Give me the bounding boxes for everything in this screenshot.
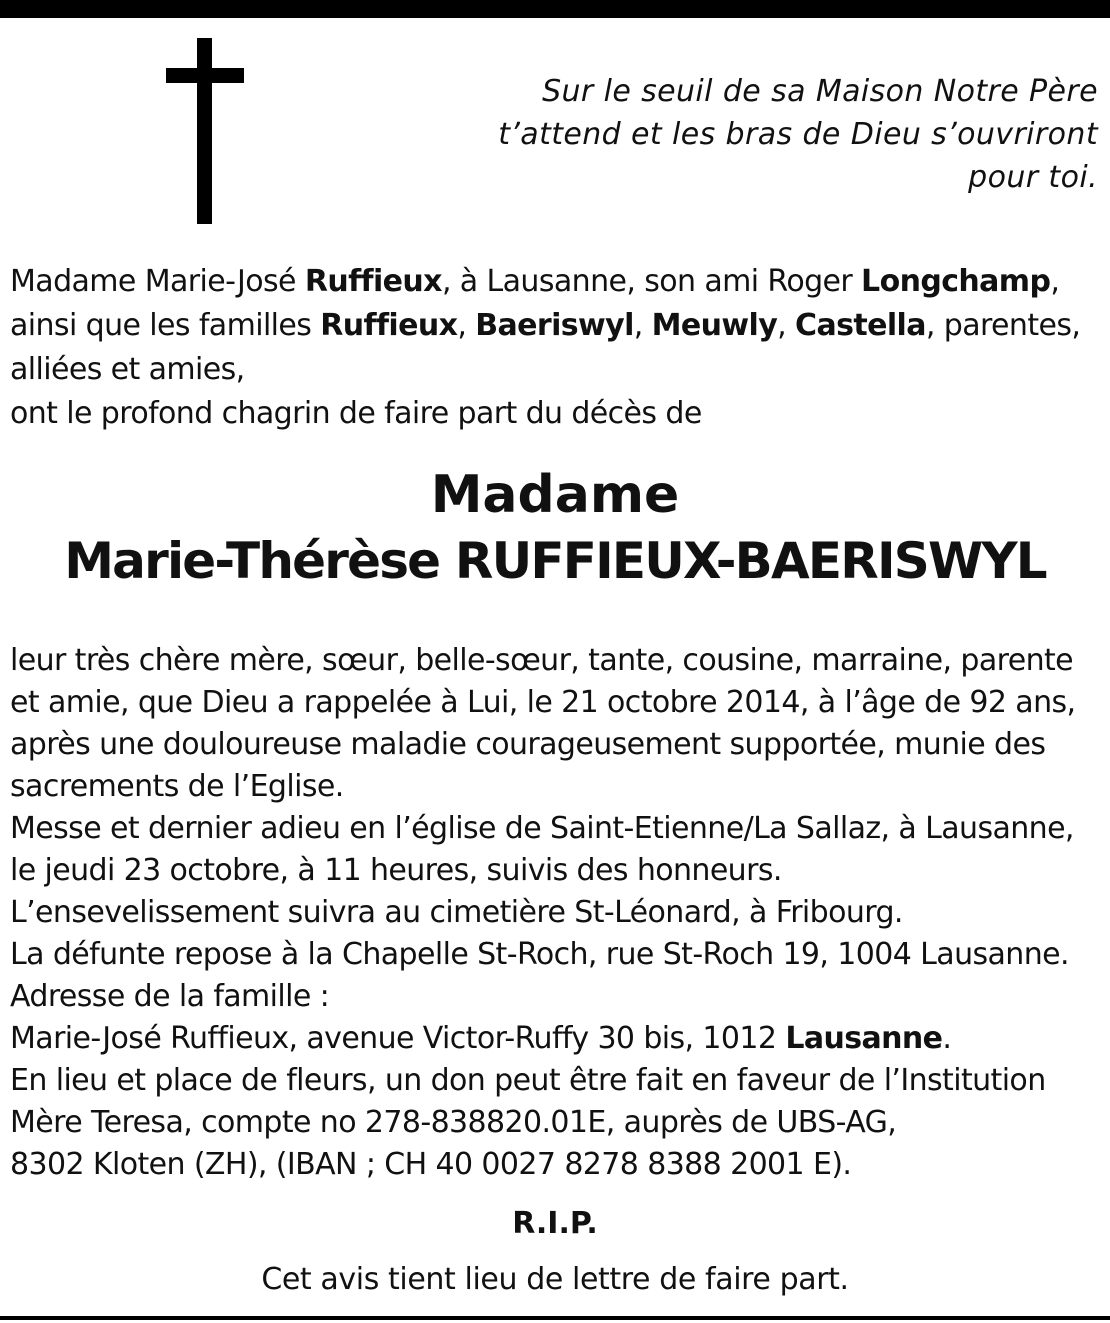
family-name: Baeriswyl [475,308,634,343]
deceased-name-block [0,462,1110,594]
intro-text: , [457,308,476,343]
verse [438,70,1098,199]
intro-text: , [1050,264,1060,299]
body-line: et amie, que Dieu a rappelée à Lui, le 21 octobre 2014, à l’âge de 92 ans, [10,685,1076,720]
body-line: La défunte repose à la Chapelle St-Roch, rue St-Roch 19, 1004 Lausanne. [10,937,1069,972]
family-address [10,1018,1106,1060]
family-intro [10,260,1106,436]
address-text: . [942,1021,952,1056]
body-line: le jeudi 23 octobre, à 11 heures, suivis des honneurs. [10,853,782,888]
body-line: Adresse de la famille : [10,979,330,1014]
family-name: Ruffieux [320,308,458,343]
intro-line [10,304,1106,348]
rip-heading: R.I.P. [512,1206,598,1241]
verse-line: t’attend et les bras de Dieu s’ouvriront [498,117,1098,152]
body-line: sacrements de l’Eglise. [10,769,344,804]
body-line: leur très chère mère, sœur, belle-sœur, tante, cousine, marraine, parente [10,643,1074,678]
intro-text: , [633,308,652,343]
cross-icon [166,38,246,226]
address-city: Lausanne [785,1021,943,1056]
donation-line: Mère Teresa, compte no 278-838820.01E, auprès de UBS-AG, [10,1105,897,1140]
body-line: L’ensevelissement suivra au cimetière St-Léonard, à Fribourg. [10,895,903,930]
family-name: Meuwly [651,308,778,343]
deceased-name: Marie-Thérèse RUFFIEUX-BAERISWYL [64,532,1046,590]
notice-body [10,640,1106,1186]
intro-text: , à Lausanne, son ami Roger [441,264,862,299]
family-name: Ruffieux [304,264,442,299]
verse-line: Sur le seuil de sa Maison Notre Père [542,74,1098,109]
intro-text: ainsi que les familles [10,308,321,343]
closing-note: Cet avis tient lieu de lettre de faire part. [261,1262,849,1297]
body-line: Messe et dernier adieu en l’église de Saint-Etienne/La Sallaz, à Lausanne, [10,811,1074,846]
deceased-title: Madame [430,465,680,525]
family-name: Castella [795,308,926,343]
top-rule [0,0,1110,18]
address-text: Marie-José Ruffieux, avenue Victor-Ruffy 30 bis, 1012 [10,1021,786,1056]
intro-line: ont le profond chagrin de faire part du décès de [10,396,702,431]
intro-text: , [777,308,796,343]
family-name: Longchamp [861,264,1051,299]
bottom-rule [0,1316,1110,1320]
intro-line [10,260,1106,304]
verse-line: pour toi. [968,160,1098,195]
donation-line: En lieu et place de fleurs, un don peut être fait en faveur de l’Institution [10,1063,1046,1098]
intro-text: , parentes, [925,308,1081,343]
intro-line: alliées et amies, [10,352,245,387]
intro-text: Madame Marie-José [10,264,305,299]
body-line: après une douloureuse maladie courageusement supportée, munie des [10,727,1046,762]
donation-line: 8302 Kloten (ZH), (IBAN ; CH 40 0027 8278 8388 2001 E). [10,1147,852,1182]
